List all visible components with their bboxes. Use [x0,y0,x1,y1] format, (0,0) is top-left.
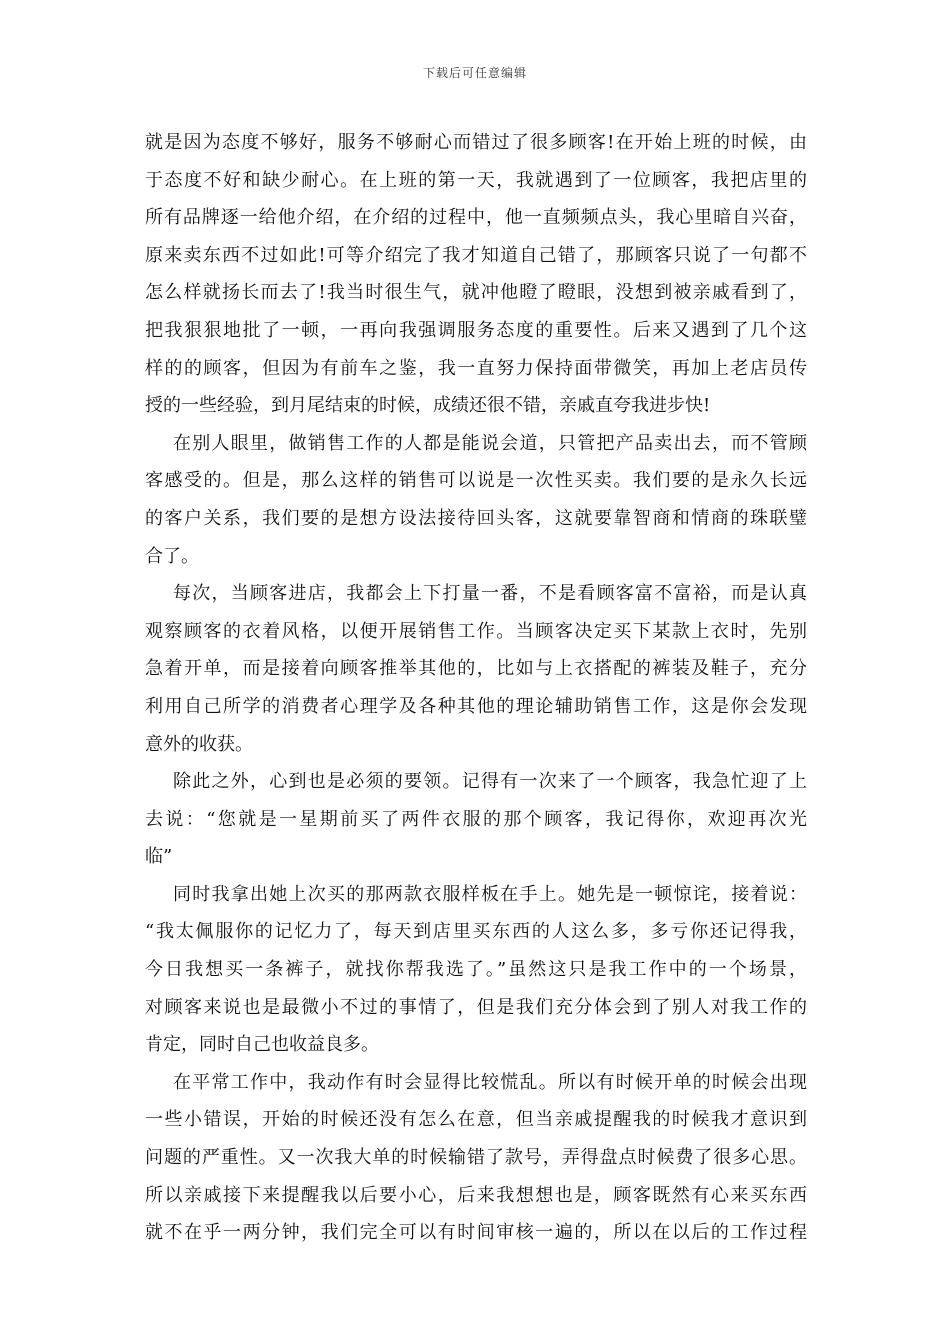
text-line: 今日我想买一条裤子，就找你帮我选了。”虽然这只是我工作中的一个场景， [145,959,807,981]
text-line: 对顾客来说也是最微小不过的事情了，但是我们充分体会到了别人对我工作的 [145,996,807,1018]
text-line: 的客户关系，我们要的是想方设法接待回头客，这就要靠智商和情商的珠联璧 [145,507,807,529]
text-line: 就不在乎一两分钟，我们完全可以有时间审核一遍的，所以在以后的工作过程 [145,1222,807,1244]
text-line: 所以亲戚接下来提醒我以后要小心，后来我想想也是，顾客既然有心来买东西 [145,1184,807,1206]
page-header: 下载后可任意编辑 [422,66,527,80]
text-line: 就是因为态度不够好，服务不够耐心而错过了很多顾客!在开始上班的时候，由 [145,132,807,153]
text-line: 怎么样就扬长而去了!我当时很生气，就冲他瞪了瞪眼，没想到被亲戚看到了， [145,282,807,304]
text-line: 急着开单，而是接着向顾客推举其他的，比如与上衣搭配的裤装及鞋子，充分 [145,658,807,680]
text-line: 利用自己所学的消费者心理学及各种其他的理论辅助销售工作，这是你会发现 [145,695,807,717]
text-line: 原来卖东西不过如此!可等介绍完了我才知道自己错了，那顾客只说了一句都不 [145,244,807,266]
text-line: 客感受的。但是，那么这样的销售可以说是一次性买卖。我们要的是永久长远 [145,470,807,492]
text-line: 授的一些经验，到月尾结束的时候，成绩还很不错，亲戚直夸我进步快! [145,395,711,417]
text-line: 在别人眼里，做销售工作的人都是能说会道，只管把产品卖出去，而不管顾 [173,432,807,454]
text-line: 样的的顾客，但因为有前车之鉴，我一直努力保持面带微笑，再加上老店员传 [145,357,807,379]
text-line: 所有品牌逐一给他介绍，在介绍的过程中，他一直频频点头，我心里暗自兴奋， [145,207,807,229]
text-line: 去说：“您就是一星期前买了两件衣服的那个顾客，我记得你，欢迎再次光 [145,808,807,830]
text-line: 观察顾客的衣着风格，以便开展销售工作。当顾客决定买下某款上衣时，先别 [145,620,807,642]
text-line: 把我狠狠地批了一顿，一再向我强调服务态度的重要性。后来又遇到了几个这 [145,319,807,341]
text-line: “我太佩服你的记忆力了，每天到店里买东西的人这么多，多亏你还记得我， [145,921,807,943]
text-line: 除此之外，心到也是必须的要领。记得有一次来了一个顾客，我急忙迎了上 [173,771,807,793]
text-line: 一些小错误，开始的时候还没有怎么在意，但当亲戚提醒我的时候我才意识到 [145,1109,807,1131]
text-line: 每次，当顾客进店，我都会上下打量一番，不是看顾客富不富裕，而是认真 [173,583,807,605]
text-line: 于态度不好和缺少耐心。在上班的第一天，我就遇到了一位顾客，我把店里的 [145,169,807,191]
text-line: 肯定，同时自己也收益良多。 [145,1034,379,1056]
text-line: 意外的收获。 [145,733,253,755]
text-line: 合了。 [145,545,199,567]
text-line: 在平常工作中，我动作有时会显得比较慌乱。所以有时候开单的时候会出现 [173,1071,807,1093]
text-line: 临” [145,846,173,868]
document-body [145,124,807,1252]
text-line: 问题的严重性。又一次我大单的时候输错了款号，弄得盘点时候费了很多心思。 [145,1147,807,1169]
text-line: 同时我拿出她上次买的那两款衣服样板在手上。她先是一顿惊诧，接着说： [173,883,807,905]
